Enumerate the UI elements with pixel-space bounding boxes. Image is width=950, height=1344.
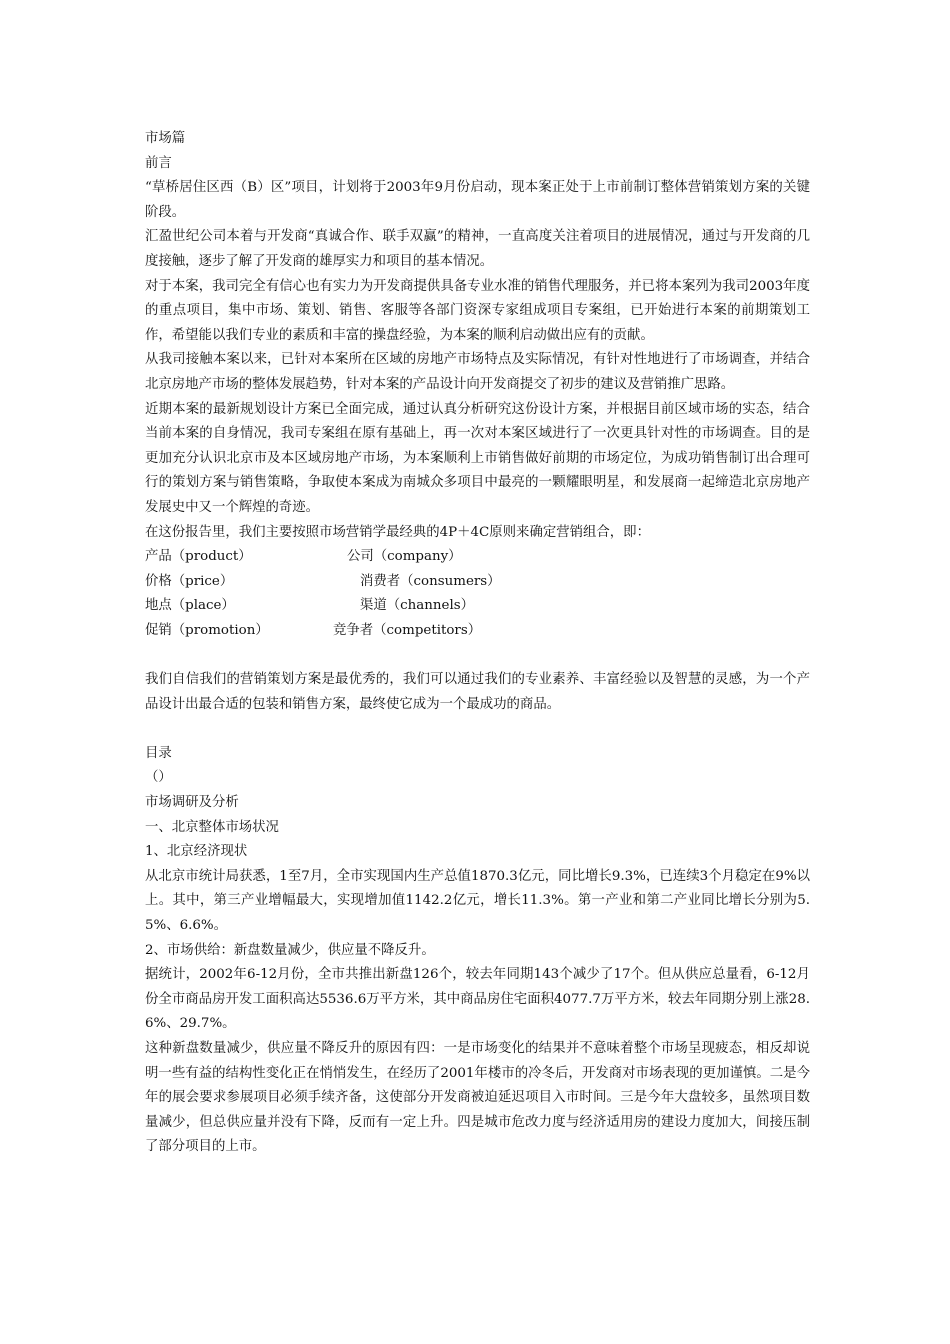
preface-heading: 前言 (145, 155, 172, 171)
document-body (145, 127, 810, 1160)
preface-paragraph: 从我司接触本案以来，已针对本案所在区域的房地产市场特点及实际情况，有针对性地进行了市场调查，并结合北京房地产市场的整体发展趋势，针对本案的产品设计向开发商提交了初步的建议及营销推广思路。 (145, 352, 810, 392)
subsection-heading: 一、北京整体市场状况 (145, 819, 279, 835)
item-paragraph: 从北京市统计局获悉，1至7月，全市实现国内生产总值1870.3亿元，同比增长9.3%，已连续3个月稳定在9%以上。其中，第三产业增幅最大，实现增加值1142.2亿元，增长11.3%。第一产业和第二产业同比增长分别为5.5%、6.6%。 (145, 868, 810, 933)
mix-4c-item: 渠道（channels） (360, 598, 474, 614)
section-title: 市场调研及分析 (145, 795, 239, 811)
marketing-mix-row (145, 619, 810, 644)
mix-4c-item: 公司（company） (347, 549, 462, 565)
marketing-mix-row (145, 545, 810, 570)
document-title: 市场篇 (145, 131, 186, 146)
mix-4p-item: 产品（product） (145, 549, 252, 565)
preface-paragraph: 近期本案的最新规划设计方案已全面完成，通过认真分析研究这份设计方案，并根据目前区域市场的实态，结合当前本案的自身情况，我司专案组在原有基础上，再一次对本案区域进行了一次更具针对性的市场调查。目的是更加充分认识北京市及本区域房地产市场，为本案顺利上市销售做好前期的市场定位，为成功销售制订出合理可行的策划方案与销售策略，争取使本案成为南城众多项目中最亮的一颗耀眼明星，和发展商一起缔造北京房地产发展史中又一个辉煌的奇迹。 (145, 401, 810, 515)
blank-line (145, 717, 810, 742)
toc-heading: 目录 (145, 745, 172, 761)
preface-paragraph: “草桥居住区西（B）区”项目，计划将于2003年9月份启动，现本案正处于上市前制订整体营销策划方案的关键阶段。 (145, 180, 810, 220)
mix-4p-item: 促销（promotion） (145, 622, 269, 638)
item-heading: 1、北京经济现状 (145, 844, 248, 860)
mix-4p-item: 价格（price） (145, 573, 234, 589)
item-paragraph: 这种新盘数量减少，供应量不降反升的原因有四：一是市场变化的结果并不意味着整个市场呈现疲态，相反却说明一些有益的结构性变化正在悄悄发生，在经历了2001年楼市的冷冬后，开发商对市场表现的更加谨慎。二是今年的展会要求参展项目必须手续齐备，这使部分开发商被迫延迟项目入市时间。三是今年大盘较多，虽然项目数量减少，但总供应量并没有下降，反而有一定上升。四是城市危改力度与经济适用房的建设力度加大，间接压制了部分项目的上市。 (145, 1040, 810, 1155)
preface-paragraph: 对于本案，我司完全有信心也有实力为开发商提供具备专业水准的销售代理服务，并已将本案列为我司2003年度的重点项目，集中市场、策划、销售、客服等各部门资深专家组成项目专案组，已开始进行本案的前期策划工作，希望能以我们专业的素质和丰富的操盘经验，为本案的顺利启动做出应有的贡献。 (145, 278, 810, 343)
mix-4p-item: 地点（place） (145, 598, 235, 614)
blank-line (145, 643, 810, 668)
toc-placeholder: （） (145, 770, 172, 786)
marketing-mix-row (145, 594, 810, 619)
item-heading: 2、市场供给：新盘数量减少，供应量不降反升。 (145, 942, 435, 958)
item-paragraph: 据统计，2002年6-12月份，全市共推出新盘126个，较去年同期143个减少了17个。但从供应总量看，6-12月份全市商品房开发工面积高达5536.6万平方米，其中商品房住宅面积4077.7万平方米，较去年同期分别上涨28.6%、29.7%。 (145, 967, 810, 1032)
mix-4c-item: 消费者（consumers） (360, 573, 501, 589)
closing-paragraph: 我们自信我们的营销策划方案是最优秀的，我们可以通过我们的专业素养、丰富经验以及智慧的灵感，为一个产品设计出最合适的包装和销售方案，最终使它成为一个最成功的商品。 (145, 672, 810, 712)
mix-4c-item: 竞争者（competitors） (333, 622, 482, 638)
preface-paragraph: 在这份报告里，我们主要按照市场营销学最经典的4P＋4C原则来确定营销组合，即： (145, 524, 650, 540)
marketing-mix-row (145, 570, 810, 595)
preface-paragraph: 汇盈世纪公司本着与开发商“真诚合作、联手双赢”的精神，一直高度关注着项目的进展情况，通过与开发商的几度接触，逐步了解了开发商的雄厚实力和项目的基本情况。 (145, 229, 810, 269)
